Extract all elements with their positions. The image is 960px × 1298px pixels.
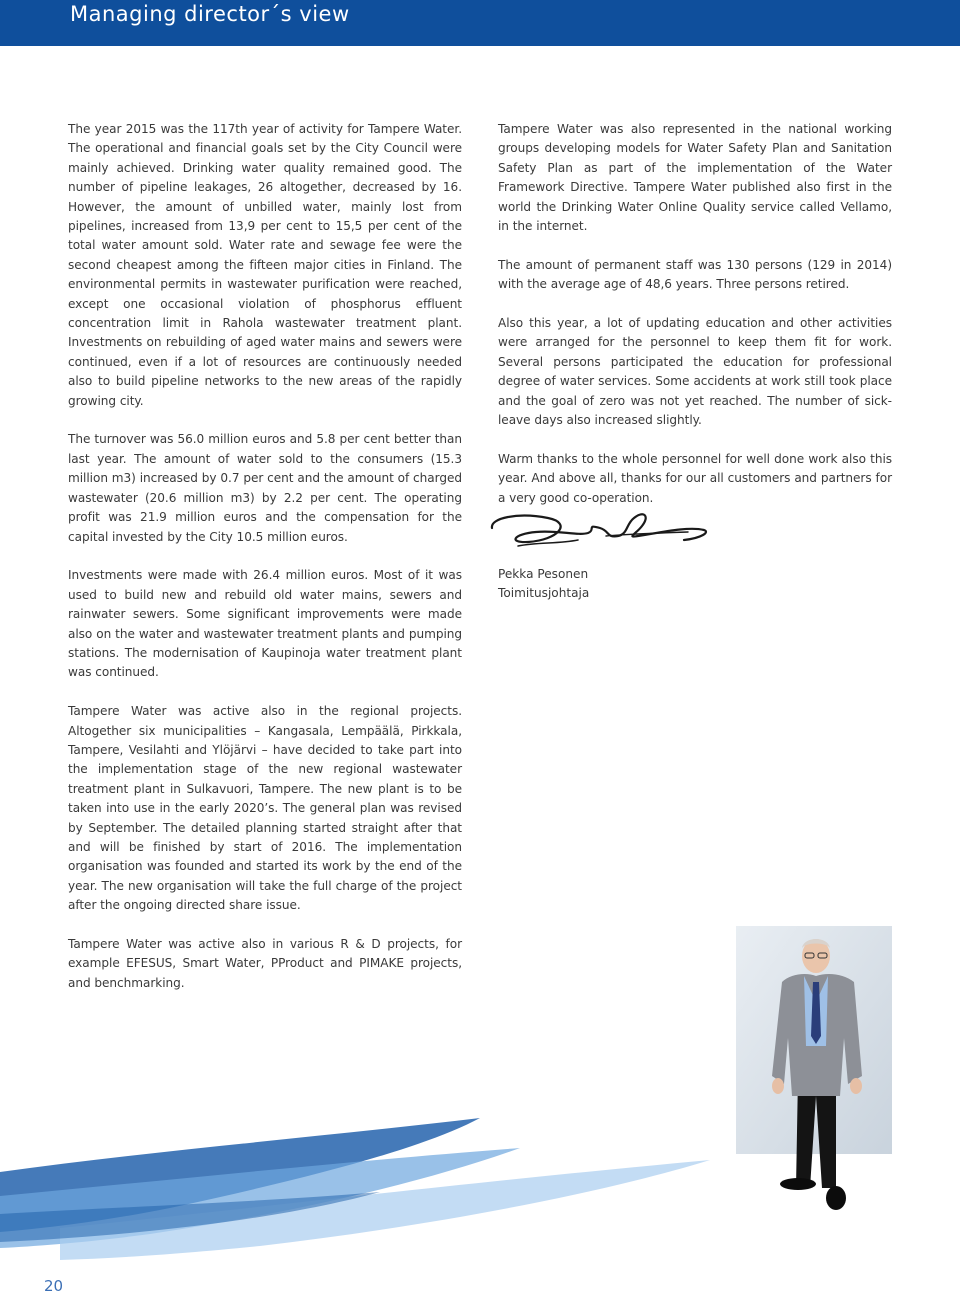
right-column: [498, 120, 892, 527]
signer-block: [498, 565, 589, 604]
paragraph-thanks: Warm thanks to the whole personnel for well done work also this year. And above all, thanks for our all customers and partners for a very good co-operation.: [498, 451, 892, 505]
signature-icon: [488, 506, 710, 550]
decorative-waves: [0, 1110, 960, 1260]
paragraph-investments: Investments were made with 26.4 million euros. Most of it was used to build new and rebuild old water mains, sewers and rainwater sewers. Some significant improvements were made also on the water and wastewater treatment plants and pumping stations. The modernisation of Kaupinoja water treatment plant was continued.: [68, 568, 462, 680]
left-column: [68, 120, 462, 1013]
page-title: Managing director´s view: [70, 2, 350, 26]
paragraph-regional-projects: Tampere Water was active also in the regional projects. Altogether six municipalities – Kangasala, Lempäälä, Pirkkala, Tampere, Vesilahti and Ylöjärvi – have decided to take part into the implementation stage of the new regional wastewater treatment plant in Sulkavuori, Tampere. The new plant is to be taken into use in the early 2020’s. The general plan was revised by September. The detailed planning started straight after that and will be finished by start of 2016. The implementation organisation was founded and started its work by the end of the year. The new organisation will take the full charge of the project after the ongoing directed share issue.: [68, 704, 462, 913]
page-number: 20: [44, 1277, 64, 1295]
signer-title: Toimitusjohtaja: [498, 586, 590, 601]
paragraph-staff: The amount of permanent staff was 130 persons (129 in 2014) with the average age of 48,6 years. Three persons retired.: [498, 257, 892, 292]
paragraph-rd-projects: Tampere Water was active also in various R & D projects, for example EFESUS, Smart Water, PProduct and PIMAKE projects, and benchmarking.: [68, 937, 462, 990]
paragraph-intro: The year 2015 was the 117th year of activity for Tampere Water. The operational and financial goals set by the City Council were mainly achieved. Drinking water quality remained good. The number of pipeline leakages, 26 altogether, decreased by 16. However, the amount of unbilled water, mainly lost from pipelines, increased from 13,9 per cent to 15,5 per cent of the total water amount sold. Water rate and sewage fee were the second cheapest among the fifteen major cities in Finland. The environmental permits in wastewater purification were reached, except one occasional violation of phosphorus effluent concentration limit in Rahola wastewater treatment plant. Investments on rebuilding of aged water mains and sewers were continued, even if a lot of resources are continuously needed also to build pipeline networks to the new areas of the rapidly growing city.: [68, 122, 462, 408]
page-header: [0, 0, 960, 46]
signer-name: Pekka Pesonen: [498, 567, 589, 581]
paragraph-turnover: The turnover was 56.0 million euros and 5.8 per cent better than last year. The amount of water sold to the consumers (15.3 million m3) increased by 0.7 per cent and the amount of charged wastewater (20.6 million m3) by 2.2 per cent. The operating profit was 21.9 million euros and the compensation for the capital invested by the City 10.5 million euros.: [68, 432, 462, 544]
paragraph-education: Also this year, a lot of updating education and other activities were arranged for the personnel to keep them fit for work. Several persons participated the education for professional degree of water services. Some accidents at work still took place and the goal of zero was not yet reached. The number of sick-leave days also increased slightly.: [498, 316, 892, 428]
paragraph-working-groups: Tampere Water was also represented in the national working groups developing models for Water Safety Plan and Sanitation Safety Plan as part of the implementation of the Water Framework Directive. Tampere Water published also first in the world the Drinking Water Online Quality service called Vellamo, in the internet.: [498, 122, 892, 234]
